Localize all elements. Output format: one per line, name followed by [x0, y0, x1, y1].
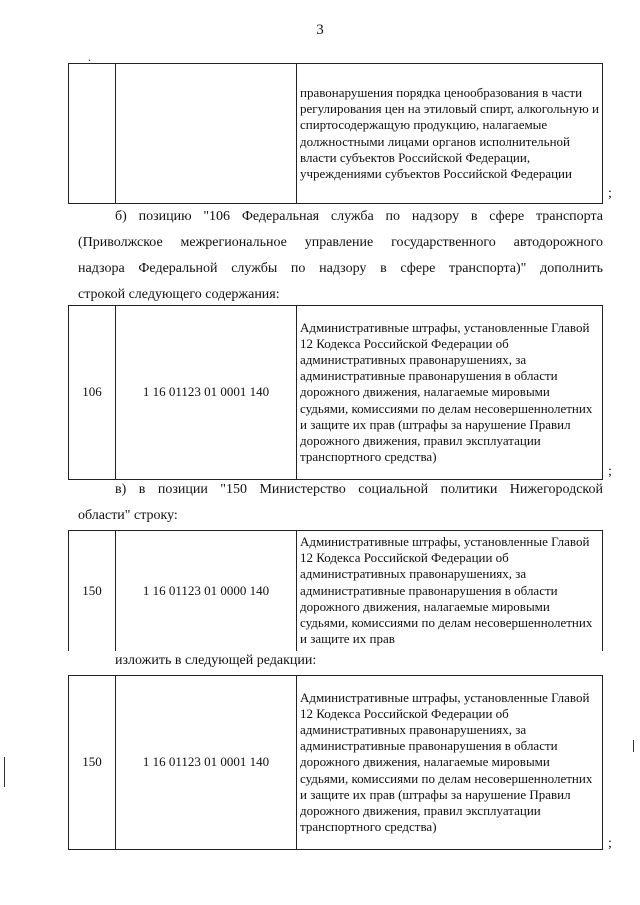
paragraph-line: в) в позиции "150 Министерство социальной политики Нижегородской [115, 482, 603, 497]
paragraph-line: б) позицию "106 Федеральная служба по надзору в сфере транспорта [115, 209, 603, 224]
table-cell-code [69, 64, 116, 204]
table-cell-kbk: 1 16 01123 01 0000 140 [116, 531, 297, 651]
table-position-150-old [68, 530, 603, 651]
paragraph-b [78, 204, 603, 308]
scan-margin-mark [633, 740, 634, 752]
table-cell-kbk: 1 16 01123 01 0001 140 [116, 676, 297, 850]
table-cell-code: 106 [69, 306, 116, 480]
paragraph-line: области" строку: [78, 508, 178, 523]
table-cell-name: Административные штрафы, установленные Главой 12 Кодекса Российской Федерации об административных правонарушениях, за административные правонарушения в области дорожного движения, налагаемые мировыми судьями, комиссиями по делам несовершеннолетних и защите их прав [297, 531, 603, 651]
table-continuation [68, 63, 603, 204]
table-cell-code: 150 [69, 676, 116, 850]
table-row [69, 306, 603, 480]
paragraph-line: изложить в следующей редакции: [115, 653, 317, 668]
paragraph-v [78, 477, 603, 529]
table-row [69, 676, 603, 850]
page-speck: . [88, 50, 91, 64]
paragraph-line: надзора Федеральной службы по надзору в сфере транспорта)" дополнить [78, 261, 603, 276]
table-row [69, 64, 603, 204]
table-position-150-new [68, 675, 603, 850]
table-end-mark: ; [608, 186, 612, 201]
table-cell-name: правонарушения порядка ценообразования в части регулирования цен на этиловый спирт, алкогольную и спиртосодержащую продукцию, налагаемые должностными лицами органов исполнительной власти субъектов Российской Федерации, учреждениями субъектов Российской Федерации [297, 64, 603, 204]
table-cell-kbk [116, 64, 297, 204]
table-cell-name: Административные штрафы, установленные Главой 12 Кодекса Российской Федерации об административных правонарушениях, за административные правонарушения в области дорожного движения, налагаемые мировыми судьями, комиссиями по делам несовершеннолетних и защите их прав (штрафы за нарушение Правил дорожного движения, правил эксплуатации транспортного средства) [297, 306, 603, 480]
table-cell-code: 150 [69, 531, 116, 651]
table-row [69, 531, 603, 651]
page-number: 3 [316, 22, 324, 38]
table-end-mark: ; [608, 464, 612, 479]
scan-margin-mark [4, 757, 5, 787]
table-cell-name: Административные штрафы, установленные Главой 12 Кодекса Российской Федерации об административных правонарушениях, за административные правонарушения в области дорожного движения, налагаемые мировыми судьями, комиссиями по делам несовершеннолетних и защите их прав (штрафы за нарушение Правил дорожного движения, правил эксплуатации транспортного средства) [297, 676, 603, 850]
paragraph-edit [115, 648, 515, 674]
table-cell-kbk: 1 16 01123 01 0001 140 [116, 306, 297, 480]
paragraph-line: строкой следующего содержания: [78, 287, 280, 302]
table-end-mark: ; [608, 836, 612, 851]
paragraph-line: (Приволжское межрегиональное управление государственного автодорожного [78, 235, 603, 250]
table-position-106 [68, 305, 603, 480]
